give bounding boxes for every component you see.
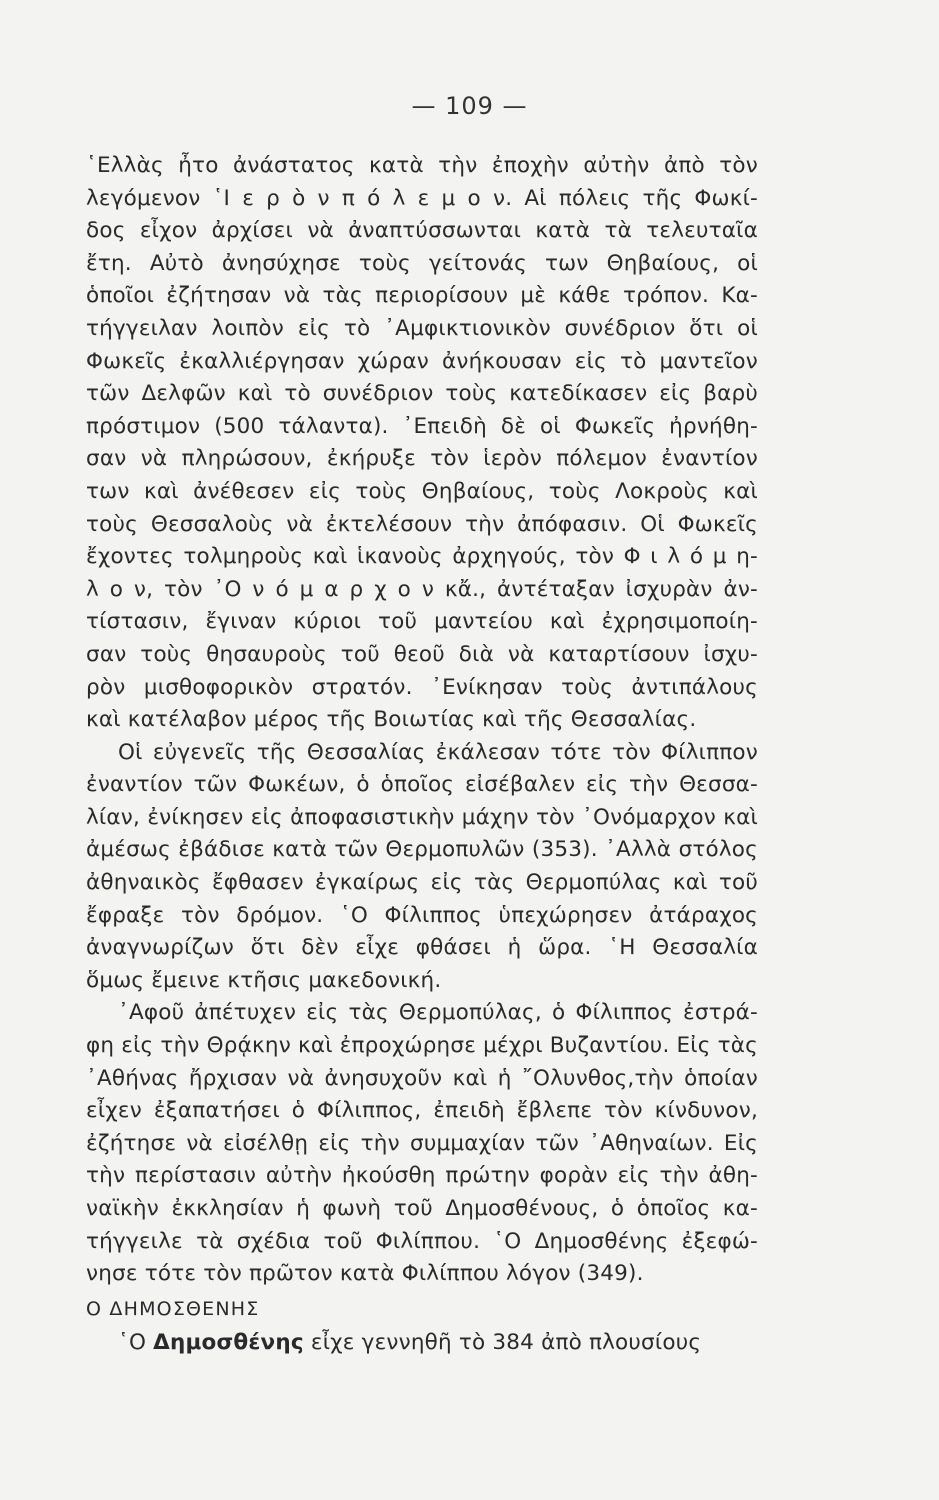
- text-line: φη εἰς τὴν Θρᾴκην καὶ ἐπροχώρησε μέχρι Βυζαντίου. Εἰς τὰς: [86, 1033, 758, 1059]
- text-line: λ ο ν, τὸν ᾿Ο ν ό μ α ρ χ ο ν κἄ., ἀντέταξαν ἰσχυρὰν ἀν-: [86, 576, 758, 602]
- text-line: ἀθηναικὸς ἔφθασεν ἐγκαίρως εἰς τὰς Θερμοπύλας καὶ τοῦ: [86, 870, 758, 896]
- text-line: τῶν Δελφῶν καὶ τὸ συνέδριον τοὺς κατεδίκασεν εἰς βαρὺ: [86, 381, 758, 407]
- text-line: ἐζήτησε νὰ εἰσέλθῃ εἰς τὴν συμμαχίαν τῶν ᾿Αθηναίων. Εἰς: [86, 1130, 758, 1156]
- text-line: ὁποῖοι ἐζήτησαν νὰ τὰς περιορίσουν μὲ κάθε τρόπον. Κα-: [86, 283, 758, 309]
- text-line: λεγόμενον ῾Ι ε ρ ὸ ν π ό λ ε μ ο ν. Αἱ πόλεις τῆς Φωκί-: [86, 185, 758, 211]
- text-line: ἔτη. Αὐτὸ ἀνησύχησε τοὺς γείτονάς των Θηβαίους, οἱ: [86, 250, 758, 276]
- text-line: ᾿Αθήνας ἤρχισαν νὰ ἀνησυχοῦν καὶ ἡ ῎Ολυνθος,τὴν ὁποίαν: [86, 1065, 758, 1091]
- text-line: πρόστιμον (500 τάλαντα). ᾿Επειδὴ δὲ οἱ Φωκεῖς ἠρνήθη-: [86, 413, 758, 439]
- section-first-line: [86, 1327, 758, 1360]
- text-line: τήγγειλαν λοιπὸν εἰς τὸ ᾿Αμφικτιονικὸν συνέδριον ὅτι οἱ: [86, 315, 758, 341]
- text-line: τὴν περίστασιν αὐτὴν ἠκούσθη πρώτην φορὰν εἰς τὴν ἀθη-: [86, 1163, 758, 1189]
- text-line: ᾿Αφοῦ ἀπέτυχεν εἰς τὰς Θερμοπύλας, ὁ Φίλιππος ἐστρά-: [118, 1000, 758, 1026]
- section-heading: Ο ΔΗΜΟΣΘΕΝΗΣ: [86, 1297, 260, 1320]
- text-line: των καὶ ἀνέθεσεν εἰς τοὺς Θηβαίους, τοὺς Λοκροὺς καὶ: [86, 478, 758, 504]
- text-line: σαν τοὺς θησαυροὺς τοῦ θεοῦ διὰ νὰ καταρτίσουν ἰσχυ-: [86, 641, 758, 667]
- text-line: δος εἶχον ἀρχίσει νὰ ἀναπτύσσωνται κατὰ τὰ τελευταῖα: [86, 218, 758, 244]
- text-line: ἐναντίον τῶν Φωκέων, ὁ ὁποῖος εἰσέβαλεν εἰς τὴν Θεσσα-: [86, 772, 758, 798]
- paragraphs: [86, 150, 758, 1291]
- text-line: ἔφραξε τὸν δρόμον. ῾Ο Φίλιππος ὑπεχώρησεν ἀτάραχος: [86, 902, 758, 928]
- section-first-line-rest: εἶχε γεννηθῆ τὸ 384 ἀπὸ πλουσίους: [310, 1330, 702, 1356]
- body-text: [86, 150, 758, 1360]
- text-line: ἔχοντες τολμηροὺς καὶ ἱκανοὺς ἀρχηγούς, τὸν Φ ι λ ό μ η-: [86, 544, 758, 570]
- page-number: — 109 —: [411, 92, 528, 120]
- text-line: ναϊκὴν ἐκκλησίαν ἡ φωνὴ τοῦ Δημοσθένους, ὁ ὁποῖος κα-: [86, 1196, 758, 1221]
- text-line: ρὸν μισθοφορικὸν στρατόν. ᾿Ενίκησαν τοὺς ἀντιπάλους: [86, 674, 758, 700]
- text-line: Φωκεῖς ἐκαλλιέργησαν χώραν ἀνήκουσαν εἰς τὸ μαντεῖον: [86, 348, 758, 374]
- text-line: ἀμέσως ἐβάδισε κατὰ τῶν Θερμοπυλῶν (353). ᾿Αλλὰ στόλος: [86, 837, 758, 863]
- text-line: ὅμως ἔμεινε κτῆσις μακεδονική.: [86, 967, 442, 993]
- section-first-line-prefix: ῾Ο: [118, 1330, 147, 1356]
- text-line: εἶχεν ἐξαπατήσει ὁ Φίλιππος, ἐπειδὴ ἔβλεπε τὸν κίνδυνον,: [86, 1098, 758, 1124]
- text-line: τίστασιν, ἔγιναν κύριοι τοῦ μαντείου καὶ ἐχρησιμοποίη-: [86, 609, 758, 635]
- text-line: νησε τότε τὸν πρῶτον κατὰ Φιλίππου λόγον (349).: [86, 1261, 644, 1287]
- text-line: τοὺς Θεσσαλοὺς νὰ ἐκτελέσουν τὴν ἀπόφασιν. Οἱ Φωκεῖς: [86, 511, 758, 537]
- text-line: καὶ κατέλαβον μέρος τῆς Βοιωτίας καὶ τῆς Θεσσαλίας.: [86, 707, 697, 733]
- text-line: Οἱ εὐγενεῖς τῆς Θεσσαλίας ἐκάλεσαν τότε τὸν Φίλιππον: [118, 739, 758, 765]
- demosthenes-name: Δημοσθένης: [153, 1330, 304, 1356]
- text-line: τήγγειλε τὰ σχέδια τοῦ Φιλίππου. ῾Ο Δημοσθένης ἐξεφώ-: [86, 1228, 758, 1254]
- text-line: ῾Ελλὰς ἦτο ἀνάστατος κατὰ τὴν ἐποχὴν αὐτὴν ἀπὸ τὸν: [86, 153, 758, 178]
- text-line: ἀναγνωρίζων ὅτι δὲν εἶχε φθάσει ἡ ὥρα. ῾Η Θεσσαλία: [86, 935, 758, 961]
- text-line: λίαν, ἐνίκησεν εἰς ἀποφασιστικὴν μάχην τὸν ᾿Ονόμαρχον καὶ: [86, 804, 758, 830]
- text-line: σαν νὰ πληρώσουν, ἐκήρυξε τὸν ἱερὸν πόλεμον ἐναντίον: [86, 446, 758, 472]
